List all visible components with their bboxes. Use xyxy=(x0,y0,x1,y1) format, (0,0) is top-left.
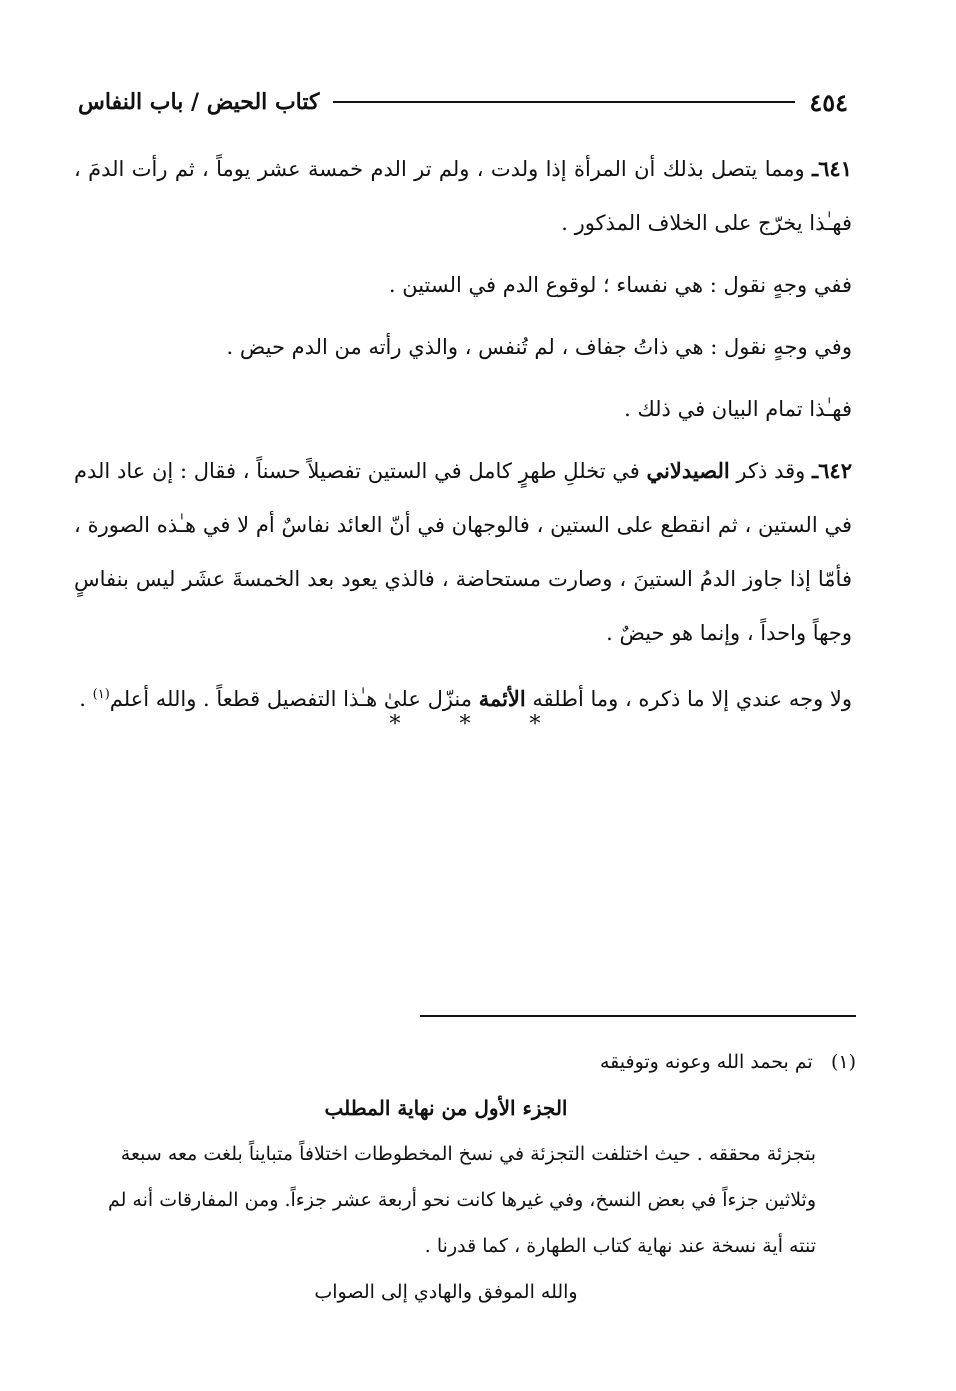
paragraph-642 xyxy=(74,444,852,660)
scholar-name: الصيدلاني xyxy=(646,458,730,483)
paragraph-text: وقد ذكر xyxy=(729,459,812,483)
paragraph-text: فهـٰذا تمام البيان في ذلك . xyxy=(624,397,852,421)
footnote-closing: والله الموفق والهادي إلى الصواب xyxy=(314,1281,578,1303)
footnote-rule xyxy=(420,1015,856,1017)
main-text xyxy=(74,142,852,734)
paragraph-text: منزّل علىٰ هـٰذا التفصيل قطعاً . والله أعلم xyxy=(109,687,479,711)
page-number: ٤٥٤ xyxy=(809,87,848,117)
paragraph-text: وفي وجهٍ نقول : هي ذاتُ جفاف ، لم تُنفس ، والذي رأته من الدم حيض . xyxy=(226,335,852,359)
paragraph xyxy=(74,258,852,312)
paragraph-text: في تخللِ طهرٍ كامل في الستين تفصيلاً حسناً ، فقال : إن عاد الدم في الستين ، ثم انقطع على الستين ، فالوجهان في أنّ العائد نفاسٌ أم لا في هـٰذه الصورة ، فأمّا إذا جاوز الدمُ الستينَ ، وصارت مستحاضة ، فالذي يعود بعد الخمسةَ عشَر ليس بنفاسٍ وجهاً واحداً ، وإنما هو حيضٌ . xyxy=(74,459,852,645)
paragraph-number: ٦٤١ـ xyxy=(812,156,852,181)
running-title: كتاب الحيض / باب النفاس xyxy=(78,89,320,115)
paragraph-text: ولا وجه عندي إلا ما ذكره ، وما أطلقه xyxy=(525,687,852,711)
footnote-marker: (١) xyxy=(830,1051,856,1073)
paragraph-text: ومما يتصل بذلك أن المرأة إذا ولدت ، ولم تر الدم خمسة عشر يوماً ، ثم رأت الدمَ ، فهـٰذا يخرّج على الخلاف المذكور . xyxy=(74,157,852,235)
paragraph-text: . xyxy=(79,687,93,711)
footnote-reference: (١) xyxy=(92,687,110,702)
page-header xyxy=(78,82,848,122)
footnotes xyxy=(76,1040,856,1315)
bold-term: الأئمة xyxy=(478,686,526,711)
footnote-line xyxy=(76,1040,856,1085)
header-rule xyxy=(333,101,795,103)
paragraph-text: ففي وجهٍ نقول : هي نفساء ؛ لوقوع الدم في الستين . xyxy=(388,273,852,297)
footnote-body: بتجزئة محققه . حيث اختلفت التجزئة في نسخ المخطوطات اختلافاً متبايناً بلغت معه سبعة وثلاثين جزءاً في بعض النسخ، وفي غيرها كانت نحو أربعة عشر جزءاً. ومن المفارقات أنه لم تنته أية نسخة عند نهاية كتاب الطهارة ، كما قدرنا . xyxy=(107,1143,816,1257)
footnote-text: تم بحمد الله وعونه وتوفيقه xyxy=(599,1051,813,1073)
paragraph xyxy=(74,382,852,436)
paragraph-641 xyxy=(74,142,852,250)
paragraph-number: ٦٤٢ـ xyxy=(812,458,852,483)
paragraph xyxy=(74,320,852,374)
section-separator: * * * xyxy=(389,712,567,737)
footnote-heading: الجزء الأول من نهاية المطلب xyxy=(324,1096,568,1120)
